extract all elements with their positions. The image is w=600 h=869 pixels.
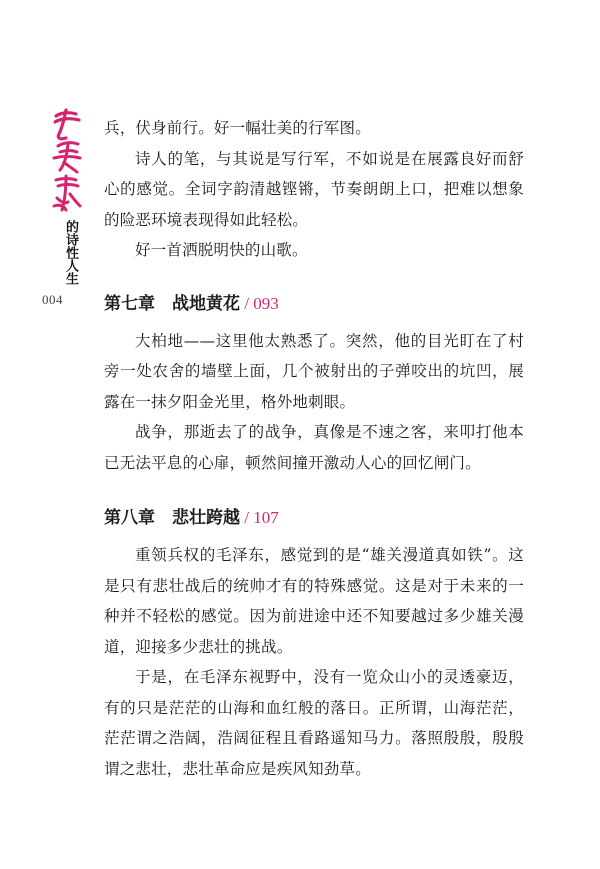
chapter-heading-8 [104,506,524,530]
paragraph: 于是，在毛泽东视野中，没有一览众山小的灵透豪迈，有的只是茫茫的山海和血红般的落日。正所谓，山海茫茫，茫茫谓之浩阔，浩阔征程且看路遥知马力。落照殷殷，殷殷谓之悲壮，悲壮革命应是疾风知劲草。 [104,668,524,778]
calligraphy-logo [50,106,84,218]
paragraph: 好一首洒脱明快的山歌。 [135,241,308,259]
chapter-page-ref: / 107 [240,508,279,527]
paragraph: 大柏地——这里他太熟悉了。突然，他的目光盯在了村旁一处农舍的墙壁上面，几个被射出的子弹咬出的坑凹，展露在一抹夕阳金光里，格外地刺眼。 [104,331,524,411]
paragraph: 重领兵权的毛泽东，感觉到的是“雄关漫道真如铁”。这是只有悲壮战后的统帅才有的特殊感觉。这是对于未来的一种并不轻松的感觉。因为前进途中还不知要越过多少雄关漫道，迎接多少悲壮的挑战。 [104,546,524,656]
chapter-title: 第七章 战地黄花 [104,293,240,314]
paragraph: 战争，那逝去了的战争，真像是不速之客，来叩打他本已无法平息的心扉，顿然间撞开激动人心的回忆闸门。 [104,423,524,472]
chapter-heading-7 [104,292,524,316]
page-number: 004 [42,292,63,307]
page-body [104,113,524,784]
book-subtitle: 的诗性人生 [63,220,78,285]
chapter-page-ref: / 093 [240,293,279,313]
paragraph: 诗人的笔，与其说是写行军，不如说是在展露良好而舒心的感觉。全词字韵清越铿锵，节奏朗朗上口，把难以想象的险恶环境表现得如此轻松。 [104,149,524,229]
paragraph: 兵，伏身前行。好一幅壮美的行军图。 [104,119,371,137]
chapter-title: 第八章 悲壮跨越 [104,508,240,528]
